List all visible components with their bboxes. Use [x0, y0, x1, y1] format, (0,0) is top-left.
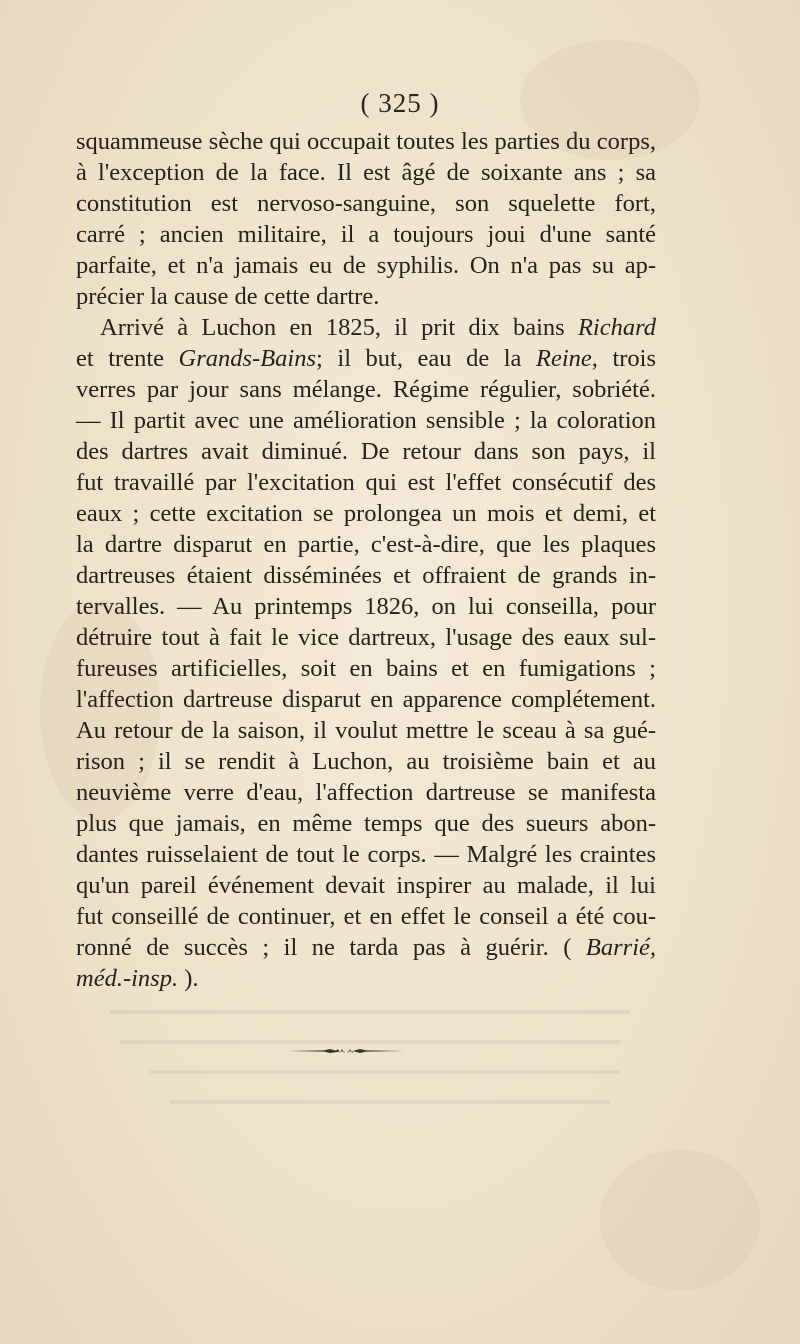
text-line	[76, 343, 656, 374]
ornament-divider-icon	[286, 1042, 406, 1060]
text-segment: , trois	[591, 345, 656, 372]
text-segment: et trente	[76, 345, 164, 372]
text-segment: Arrivé à Luchon en 1825, il prit dix bains	[100, 314, 565, 341]
italic-term-reine: Reine	[535, 345, 592, 372]
text-line	[76, 312, 656, 343]
page-number: ( 325 )	[360, 88, 440, 118]
text-line: plus que jamais, en même temps que des sueurs abon-	[76, 810, 656, 837]
italic-term-med-insp: méd.-insp.	[76, 965, 179, 992]
body-text	[76, 126, 656, 994]
text-line: fut conseillé de continuer, et en effet le conseil a été cou-	[76, 903, 656, 930]
text-line	[76, 963, 656, 994]
italic-term-grands-bains: Grands-Bains	[178, 345, 317, 372]
text-line: qu'un pareil événement devait inspirer au malade, il lui	[76, 872, 656, 899]
text-line: constitution est nervoso-sanguine, son squelette fort,	[76, 190, 656, 217]
italic-term-richard: Richard	[577, 314, 656, 341]
text-line: fureuses artificielles, soit en bains et en fumigations ;	[76, 655, 656, 682]
text-line: la dartre disparut en partie, c'est-à-dire, que les plaques	[76, 531, 656, 558]
text-line: carré ; ancien militaire, il a toujours joui d'une santé	[76, 221, 656, 248]
text-line: à l'exception de la face. Il est âgé de soixante ans ; sa	[76, 159, 656, 186]
text-line: eaux ; cette excitation se prolongea un mois et demi, et	[76, 500, 656, 527]
italic-term-barrie: Barrié,	[585, 934, 657, 961]
text-line: dartreuses étaient disséminées et offraient de grands in-	[76, 562, 656, 589]
paper-stain	[600, 1150, 760, 1290]
text-line: squammeuse sèche qui occupait toutes les parties du corps,	[76, 128, 656, 155]
bleed-through-texture	[90, 1000, 650, 1150]
text-segment: ronné de succès ; il ne tarda pas à guérir. (	[76, 934, 572, 961]
text-line: dantes ruisselaient de tout le corps. — Malgré les craintes	[76, 841, 656, 868]
text-line: Au retour de la saison, il voulut mettre le sceau à sa gué-	[76, 717, 656, 744]
text-line: tervalles. — Au printemps 1826, on lui conseilla, pour	[76, 593, 656, 620]
text-line: précier la cause de cette dartre.	[76, 283, 380, 310]
text-line: verres par jour sans mélange. Régime régulier, sobriété.	[76, 376, 656, 403]
text-line	[76, 932, 656, 963]
text-line: l'affection dartreuse disparut en apparence complétement.	[76, 686, 656, 713]
text-line: parfaite, et n'a jamais eu de syphilis. On n'a pas su ap-	[76, 252, 656, 279]
text-line: fut travaillé par l'excitation qui est l'effet consécutif des	[76, 469, 656, 496]
text-line: neuvième verre d'eau, l'affection dartreuse se manifesta	[76, 779, 656, 806]
text-line: rison ; il se rendit à Luchon, au troisième bain et au	[76, 748, 656, 775]
text-line: détruire tout à fait le vice dartreux, l'usage des eaux sul-	[76, 624, 656, 651]
text-line: — Il partit avec une amélioration sensible ; la coloration	[76, 407, 656, 434]
text-segment: ).	[184, 965, 199, 992]
text-segment: ; il but, eau de la	[316, 345, 522, 372]
text-line: des dartres avait diminué. De retour dans son pays, il	[76, 438, 656, 465]
